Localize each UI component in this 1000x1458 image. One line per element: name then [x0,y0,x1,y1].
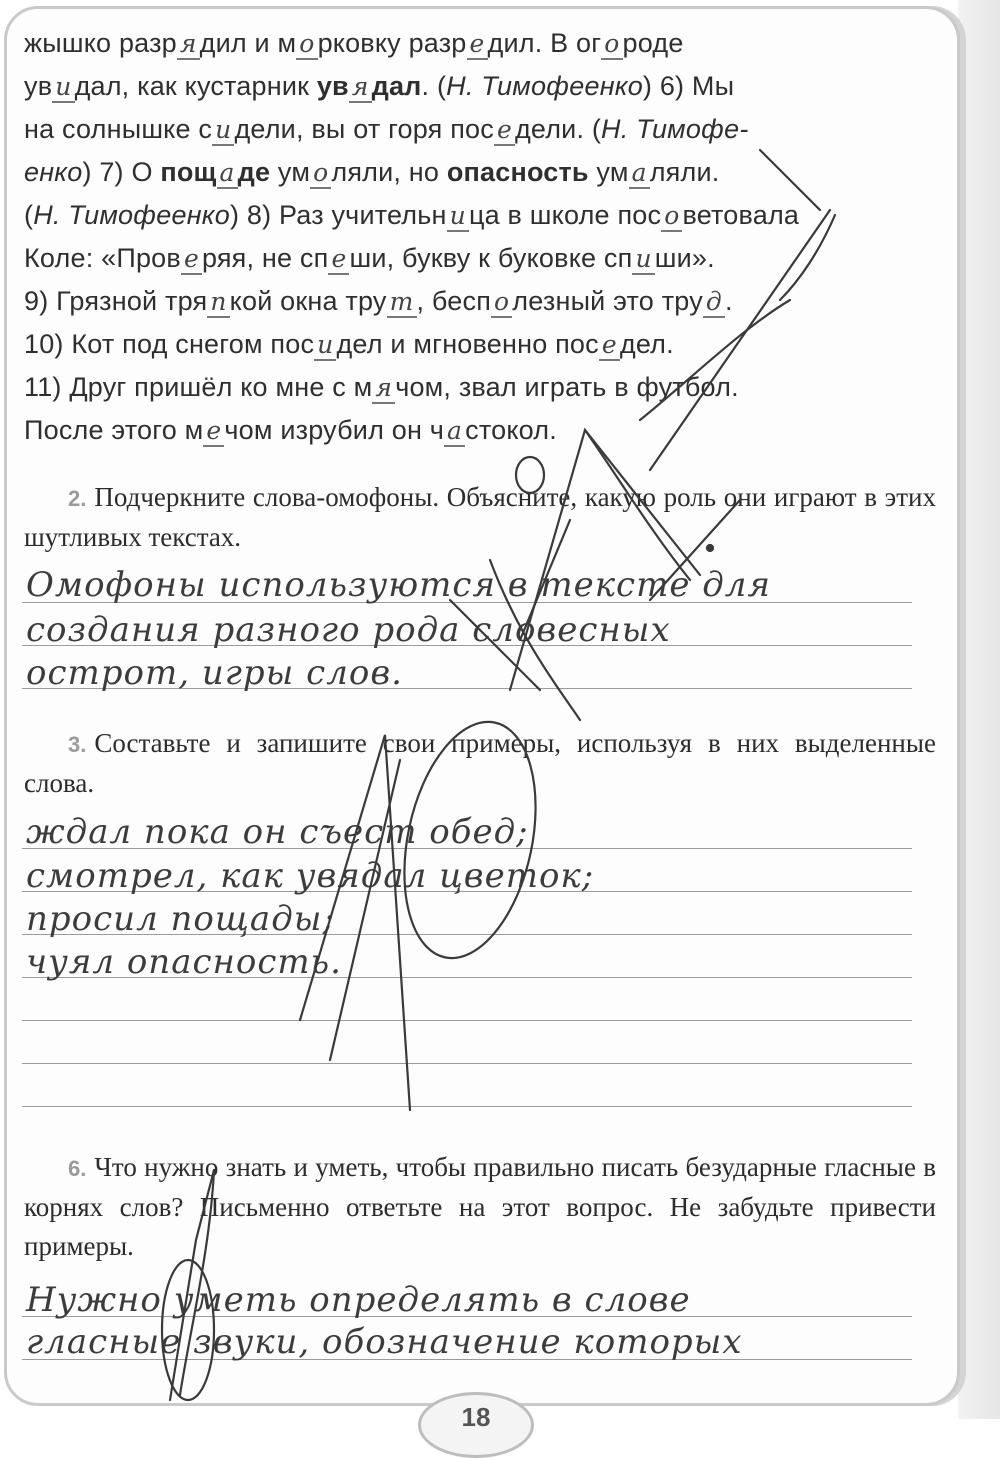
text-line-8: 10) Кот под снегом пос и дел и мгновенно пос е дел. [24,329,674,359]
page-edge [958,0,1000,1419]
answer-line [22,1063,912,1064]
text-line-7: 9) Грязной тря п кой окна тру т , бесп о лезный это тру д . [24,286,733,316]
task-number: 3. [68,732,87,757]
text-line-5: (Н. Тимофеенко) 8) Раз учительн и ца в школе пос о ветовала [24,200,800,230]
text-line-10: После этого м е чом изрубил он ч а стокол. [24,415,557,445]
handwritten-answer: гласные звуки, обозначение которых [26,1322,743,1362]
text-line-2: ув и дал, как кустарник ув я дал. (Н. Тимофеенко) 6) Мы [24,71,735,101]
task-2-prompt: 2. Подчеркните слова-омофоны. Объясните, какую роль они играют в этих шутливых текстах. [24,482,936,552]
handwritten-answer: смотрел, как увядал цветок; [26,856,595,896]
handwritten-answer: чуял опасность. [26,942,342,982]
text-line-1: жышко разр я дил и м о рковку разр е дил. В ог о роде [24,28,684,58]
answer-line [22,1106,912,1107]
task-6-prompt: 6. Что нужно знать и уметь, чтобы правильно писать безударные гласные в корнях слов? Письменно ответьте на этот вопрос. Не забудьте привести примеры. [24,1152,936,1261]
handwritten-answer: Омофоны используются в тексте для [26,565,771,605]
handwritten-answer: Нужно уметь определять в слове [26,1280,691,1320]
page-number: 18 [418,1392,534,1458]
task-3-prompt: 3. Составьте и запишите свои примеры, используя в них выделенные слова. [24,728,936,798]
task-number: 2. [68,486,87,511]
task-number: 6. [68,1156,87,1181]
handwritten-answer: просил пощады; [26,899,335,939]
handwritten-answer: ждал пока он съест обед; [26,812,529,852]
answer-line [22,1020,912,1021]
text-line-6: Коле: «Пров е ряя, не сп е ши, букву к буковке сп и ши». [24,243,715,273]
handwritten-answer: создания разного рода словесных [26,610,671,650]
exercise-text [24,22,936,452]
text-line-4: енко) 7) О пощ а де ум о ляли, но опасность ум а ляли. [24,157,720,187]
text-line-3: на солнышке с и дели, вы от горя пос е дели. (Н. Тимофе- [24,114,749,144]
handwritten-answer: острот, игры слов. [26,653,403,693]
text-line-9: 11) Друг пришёл ко мне с м я чом, звал играть в футбол. [24,372,739,402]
